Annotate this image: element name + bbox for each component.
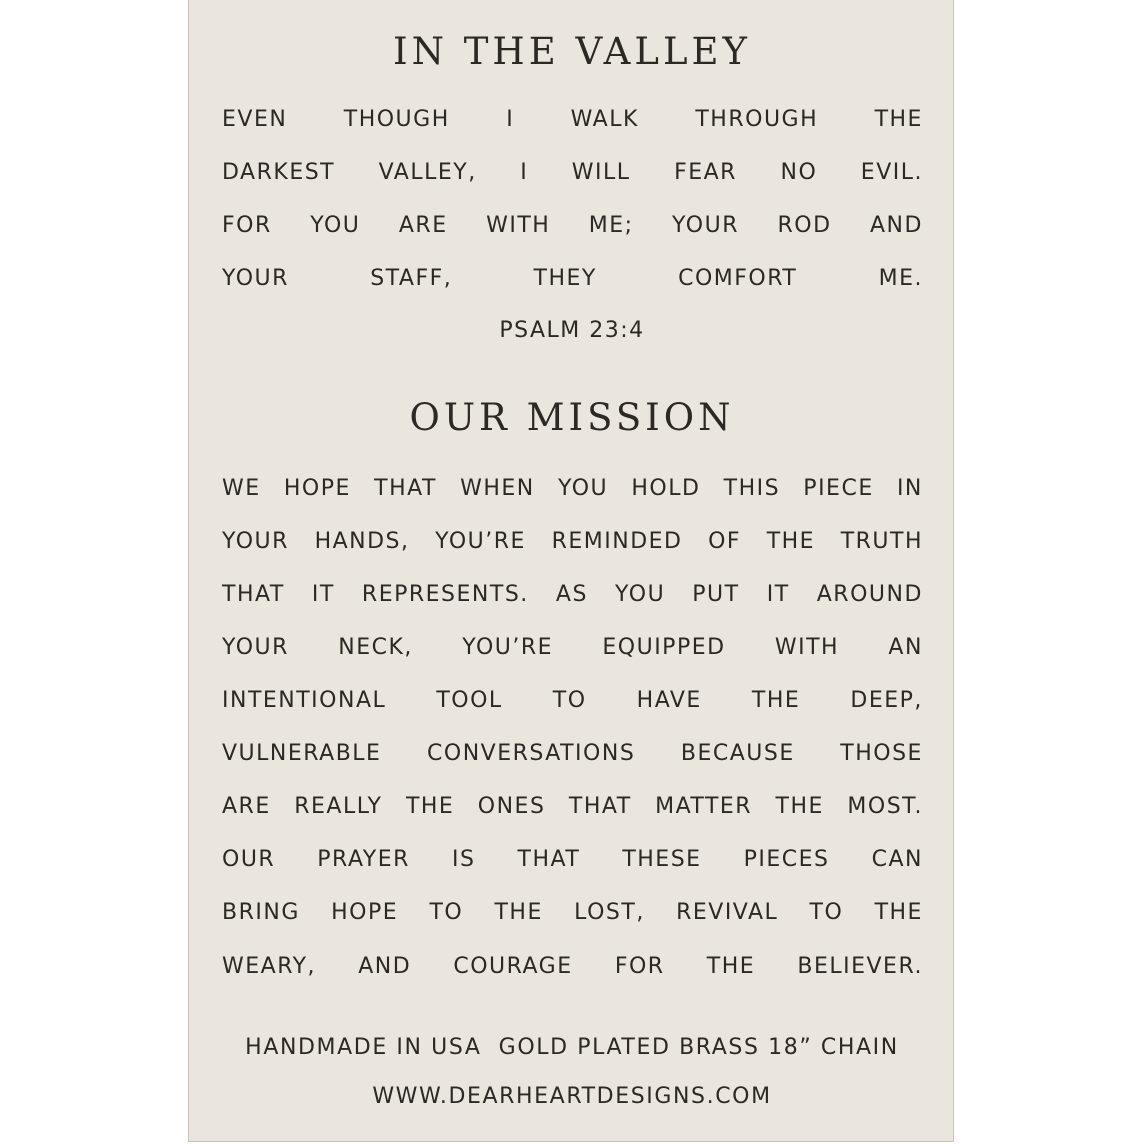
word: WALK — [570, 106, 639, 132]
word: ARE — [398, 212, 448, 238]
valley-title: IN THE VALLEY — [393, 30, 751, 73]
word: WITH — [486, 212, 551, 238]
word: FOR — [614, 953, 665, 979]
word: YOU’RE — [462, 634, 554, 660]
word: WE — [222, 475, 261, 501]
verse-line — [222, 210, 923, 240]
word: HOPE — [331, 899, 399, 925]
word: ROD — [777, 212, 832, 238]
word: REALLY — [294, 793, 383, 819]
word: STAFF, — [370, 265, 453, 291]
word: NO — [780, 159, 818, 185]
word: WILL — [571, 159, 631, 185]
word: EVIL. — [860, 159, 923, 185]
product-details: HANDMADE IN USA GOLD PLATED BRASS 18” CHAIN — [245, 1035, 899, 1060]
mission-title: OUR MISSION — [409, 396, 735, 439]
mission-line — [222, 738, 923, 768]
word: LOST, — [574, 899, 645, 925]
word: ONES — [477, 793, 546, 819]
word: BRING — [222, 899, 300, 925]
mission-line — [222, 473, 923, 503]
word: AND — [869, 212, 923, 238]
word: THAT — [222, 581, 285, 607]
mission-line — [222, 579, 923, 609]
word: TRUTH — [840, 528, 923, 554]
word: ARE — [222, 793, 271, 819]
word: YOUR — [672, 212, 739, 238]
website-link[interactable]: WWW.DEARHEARTDESIGNS.COM — [372, 1084, 772, 1109]
word: ME; — [588, 212, 634, 238]
mission-line — [222, 951, 923, 981]
word: AN — [888, 634, 923, 660]
word: ME. — [878, 265, 923, 291]
word: THE — [751, 687, 801, 713]
word: THESE — [622, 846, 702, 872]
word: THROUGH — [695, 106, 819, 132]
word: THE — [874, 899, 923, 925]
word: THE — [766, 528, 816, 554]
mission-line — [222, 526, 923, 556]
word: AS — [555, 581, 588, 607]
word: THE — [494, 899, 543, 925]
word: COURAGE — [453, 953, 573, 979]
word: DEEP, — [850, 687, 923, 713]
word: DARKEST — [222, 159, 336, 185]
word: WEARY, — [222, 953, 317, 979]
word: OF — [708, 528, 742, 554]
word: COMFORT — [678, 265, 798, 291]
word: BELIEVER. — [797, 953, 923, 979]
word: THE — [775, 793, 824, 819]
word: IT — [766, 581, 790, 607]
product-card — [188, 0, 954, 1142]
word: FEAR — [674, 159, 737, 185]
word: HOLD — [631, 475, 701, 501]
word: AROUND — [816, 581, 923, 607]
mission-line — [222, 791, 923, 821]
word: YOUR — [222, 265, 289, 291]
verse-reference: PSALM 23:4 — [499, 318, 645, 343]
word: YOU — [615, 581, 666, 607]
word: VALLEY, — [378, 159, 477, 185]
word: EVEN — [222, 106, 288, 132]
word: WITH — [774, 634, 840, 660]
word: THOUGH — [343, 106, 450, 132]
word: YOU — [310, 212, 361, 238]
mission-line — [222, 632, 923, 662]
word: OUR — [222, 846, 276, 872]
word: TO — [429, 899, 464, 925]
word: WHEN — [460, 475, 535, 501]
word: PRAYER — [317, 846, 410, 872]
word: NECK, — [338, 634, 413, 660]
word: TO — [809, 899, 844, 925]
word: TOOL — [436, 687, 503, 713]
verse-line — [222, 157, 923, 187]
word: MOST. — [847, 793, 923, 819]
word: THIS — [723, 475, 781, 501]
word: YOU — [557, 475, 609, 501]
word: CONVERSATIONS — [427, 740, 636, 766]
word: THE — [874, 106, 923, 132]
word: THAT — [568, 793, 632, 819]
word: THEY — [533, 265, 597, 291]
word: FOR — [222, 212, 272, 238]
verse-line — [222, 104, 923, 134]
word: IN — [896, 475, 923, 501]
mission-line — [222, 897, 923, 927]
word: AND — [358, 953, 412, 979]
word: YOUR — [222, 634, 289, 660]
word: INTENTIONAL — [222, 687, 387, 713]
mission-line — [222, 844, 923, 874]
word: THE — [405, 793, 455, 819]
word: HAVE — [636, 687, 702, 713]
word: BECAUSE — [680, 740, 795, 766]
word: I — [520, 159, 529, 185]
word: THAT — [374, 475, 437, 501]
word: PIECES — [743, 846, 830, 872]
word: IS — [451, 846, 476, 872]
word: TO — [552, 687, 587, 713]
word: REPRESENTS. — [361, 581, 529, 607]
word: THAT — [517, 846, 581, 872]
word: REVIVAL — [676, 899, 779, 925]
word: YOU’RE — [435, 528, 526, 554]
mission-line — [222, 685, 923, 715]
word: MATTER — [655, 793, 753, 819]
word: IT — [311, 581, 335, 607]
word: PUT — [692, 581, 740, 607]
verse-line — [222, 263, 923, 293]
word: THOSE — [840, 740, 923, 766]
word: EQUIPPED — [602, 634, 726, 660]
word: CAN — [871, 846, 923, 872]
word: REMINDED — [551, 528, 683, 554]
word: THE — [706, 953, 756, 979]
word: HANDS, — [314, 528, 410, 554]
word: I — [506, 106, 515, 132]
word: HOPE — [283, 475, 351, 501]
word: PIECE — [803, 475, 874, 501]
word: YOUR — [222, 528, 289, 554]
word: VULNERABLE — [222, 740, 382, 766]
